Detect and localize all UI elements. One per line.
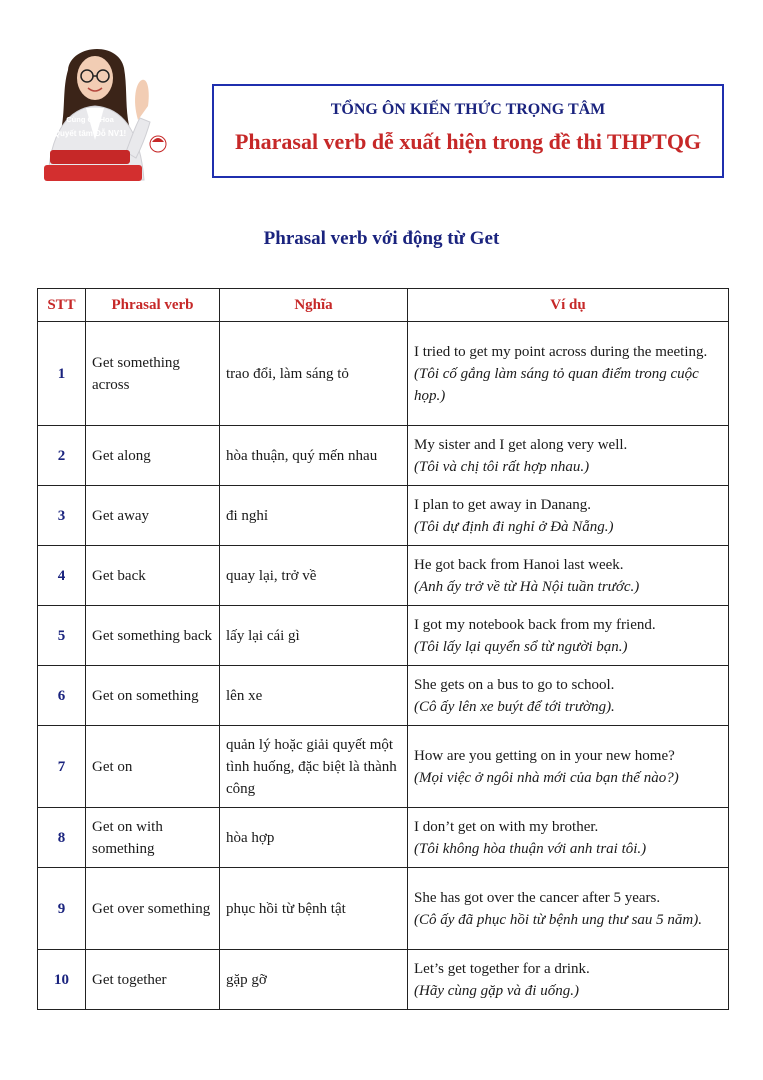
example	[408, 868, 729, 950]
meaning: gặp gỡ	[220, 950, 408, 1010]
phrasal-verb: Get something across	[86, 322, 220, 426]
header-meaning: Nghĩa	[220, 289, 408, 322]
meaning: hòa thuận, quý mến nhau	[220, 426, 408, 486]
table-row	[38, 808, 729, 868]
example-vietnamese: (Cô ấy lên xe buýt để tới trường).	[414, 698, 615, 715]
phrasal-verb: Get on	[86, 726, 220, 808]
example	[408, 950, 729, 1010]
example	[408, 808, 729, 868]
table-row	[38, 486, 729, 546]
example-english: I plan to get away in Danang.	[414, 496, 592, 513]
table-row	[38, 322, 729, 426]
phrasal-verb: Get together	[86, 950, 220, 1010]
row-number: 2	[38, 426, 86, 486]
table-row	[38, 666, 729, 726]
row-number: 5	[38, 606, 86, 666]
example	[408, 726, 729, 808]
header-example: Ví dụ	[408, 289, 729, 322]
section-subtitle: Phrasal verb với động từ Get	[263, 228, 500, 249]
example-vietnamese: (Tôi lấy lại quyển sổ từ người bạn.)	[414, 638, 628, 655]
table-row	[38, 546, 729, 606]
row-number: 10	[38, 950, 86, 1010]
meaning: phục hồi từ bệnh tật	[220, 868, 408, 950]
example-english: I got my notebook back from my friend.	[414, 616, 656, 633]
meaning: quản lý hoặc giải quyết một tình huống, đặc biệt là thành công	[220, 726, 408, 808]
example	[408, 486, 729, 546]
example-vietnamese: (Cô ấy đã phục hồi từ bệnh ung thư sau 5 năm).	[414, 911, 703, 928]
example	[408, 666, 729, 726]
phrasal-verb: Get over something	[86, 868, 220, 950]
example-vietnamese: (Tôi dự định đi nghỉ ở Đà Nẵng.)	[414, 518, 614, 535]
phrasal-verb: Get on with something	[86, 808, 220, 868]
badge-line-2: Quyết tâm Đỗ NV1!	[53, 129, 127, 138]
example-vietnamese: (Mọi việc ở ngôi nhà mới của bạn thế nào?)	[414, 769, 679, 786]
table-row	[38, 950, 729, 1010]
title-line-1: TỔNG ÔN KIẾN THỨC TRỌNG TÂM	[330, 101, 606, 118]
title-line-2: Pharasal verb dễ xuất hiện trong đề thi THPTQG	[234, 129, 702, 154]
example-vietnamese: (Tôi và chị tôi rất hợp nhau.)	[414, 458, 590, 475]
example-english: Let’s get together for a drink.	[414, 960, 590, 977]
meaning: lấy lại cái gì	[220, 606, 408, 666]
meaning: trao đổi, làm sáng tỏ	[220, 322, 408, 426]
title-box	[212, 84, 724, 178]
example	[408, 426, 729, 486]
badge-line-1: Cùng Cô Hoa	[66, 115, 114, 124]
phrasal-verb-table	[37, 288, 729, 1010]
example-vietnamese: (Tôi không hòa thuận với anh trai tôi.)	[414, 840, 647, 857]
phrasal-verb: Get away	[86, 486, 220, 546]
meaning: quay lại, trở về	[220, 546, 408, 606]
header-phrasal-verb: Phrasal verb	[86, 289, 220, 322]
example	[408, 322, 729, 426]
row-number: 8	[38, 808, 86, 868]
example-vietnamese: (Hãy cùng gặp và đi uống.)	[414, 982, 579, 999]
meaning: lên xe	[220, 666, 408, 726]
example-english: She has got over the cancer after 5 years.	[414, 889, 661, 906]
header-stt: STT	[38, 289, 86, 322]
row-number: 4	[38, 546, 86, 606]
row-number: 7	[38, 726, 86, 808]
example-vietnamese: (Tôi cố gắng làm sáng tỏ quan điểm trong cuộc họp.)	[414, 365, 699, 404]
meaning: đi nghỉ	[220, 486, 408, 546]
table-header-row	[38, 289, 729, 322]
example-vietnamese: (Anh ấy trở về từ Hà Nội tuần trước.)	[414, 578, 640, 595]
example-english: How are you getting on in your new home?	[414, 747, 675, 764]
row-number: 6	[38, 666, 86, 726]
phrasal-verb: Get on something	[86, 666, 220, 726]
example	[408, 546, 729, 606]
meaning: hòa hợp	[220, 808, 408, 868]
phrasal-verb: Get along	[86, 426, 220, 486]
example-english: My sister and I get along very well.	[414, 436, 628, 453]
table-row	[38, 426, 729, 486]
example-english: She gets on a bus to go to school.	[414, 676, 615, 693]
example-english: I don’t get on with my brother.	[414, 818, 599, 835]
table-row	[38, 868, 729, 950]
example-english: I tried to get my point across during the meeting.	[414, 343, 708, 360]
row-number: 1	[38, 322, 86, 426]
table-row	[38, 726, 729, 808]
row-number: 9	[38, 868, 86, 950]
table-row	[38, 606, 729, 666]
example-english: He got back from Hanoi last week.	[414, 556, 624, 573]
example	[408, 606, 729, 666]
phrasal-verb: Get back	[86, 546, 220, 606]
row-number: 3	[38, 486, 86, 546]
phrasal-verb: Get something back	[86, 606, 220, 666]
